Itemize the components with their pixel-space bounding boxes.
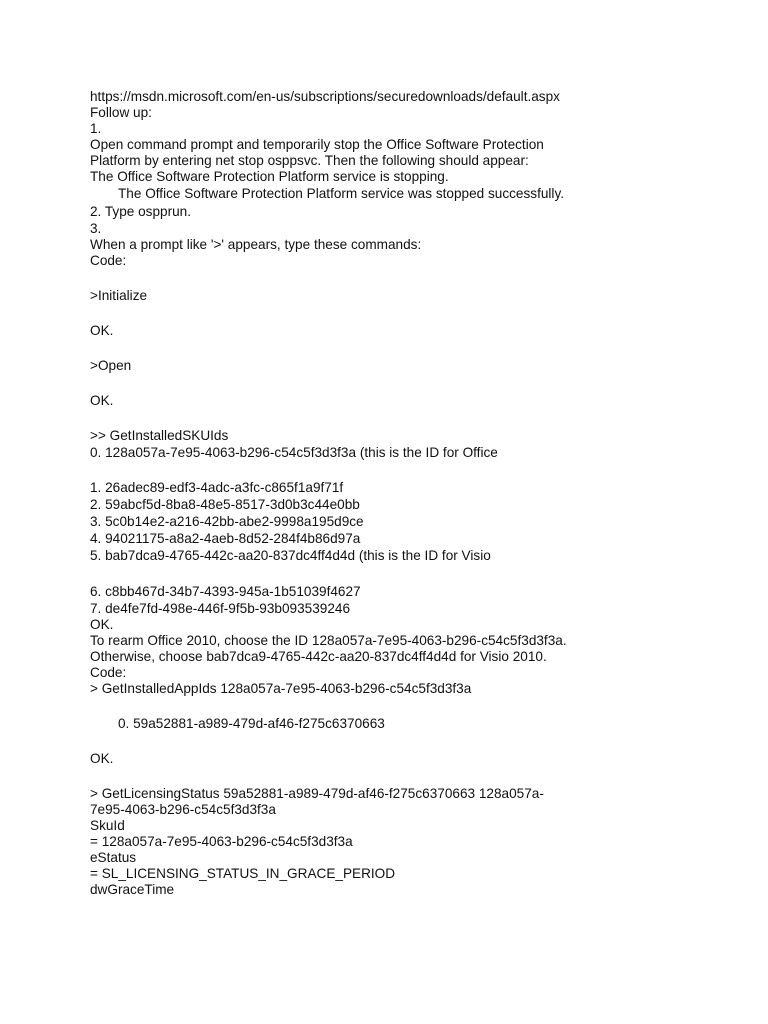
step-3-instruction: When a prompt like '>' appears, type these commands:	[90, 237, 422, 252]
estatus-label: eStatus	[90, 850, 137, 865]
sku-id-1: 1. 26adec89-edf3-4adc-a3fc-c865f1a9f71f	[90, 480, 344, 495]
sku-id-6: 6. c8bb467d-34b7-4393-945a-1b51039f4627	[90, 584, 361, 599]
code-get-installed-sku-ids: >> GetInstalledSKUIds	[90, 428, 229, 443]
step-2-text: 2. Type ospprun.	[90, 204, 192, 219]
step-1-instruction-line-1: Open command prompt and temporarily stop the Office Software Protection	[90, 137, 544, 152]
code-ok-1: OK.	[90, 323, 114, 338]
step-1-instruction-line-2: Platform by entering net stop osppsvc. Then the following should appear:	[90, 153, 529, 168]
sku-id-4: 4. 94021175-a8a2-4aeb-8d52-284f4b86d97a	[90, 531, 361, 546]
code-get-licensing-status-line-2: 7e95-4063-b296-c54c5f3d3f3a	[90, 802, 276, 817]
code-ok-4: OK.	[90, 751, 114, 766]
code-get-installed-app-ids: > GetInstalledAppIds 128a057a-7e95-4063-b296-c54c5f3d3f3a	[90, 681, 472, 696]
estatus-value: = SL_LICENSING_STATUS_IN_GRACE_PERIOD	[90, 866, 396, 881]
follow-up-heading: Follow up:	[90, 105, 152, 120]
service-stopped-text: The Office Software Protection Platform service was stopped successfully.	[118, 186, 565, 201]
sku-id-3: 3. 5c0b14e2-a216-42bb-abe2-9998a195d9ce	[90, 514, 364, 529]
service-stopping-text: The Office Software Protection Platform service is stopping.	[90, 169, 449, 184]
code-label: Code:	[90, 253, 127, 268]
code-get-licensing-status-line-1: > GetLicensingStatus 59a52881-a989-479d-af46-f275c6370663 128a057a-	[90, 786, 544, 801]
code-initialize: >Initialize	[90, 288, 148, 303]
code-ok-3: OK.	[90, 617, 114, 632]
app-id-0: 0. 59a52881-a989-479d-af46-f275c6370663	[118, 716, 385, 731]
skuid-value: = 128a057a-7e95-4063-b296-c54c5f3d3f3a	[90, 834, 353, 849]
code-ok-2: OK.	[90, 393, 114, 408]
skuid-label: SkuId	[90, 818, 125, 833]
sku-id-2: 2. 59abcf5d-8ba8-48e5-8517-3d0b3c44e0bb	[90, 497, 360, 512]
step-1-number: 1.	[90, 121, 102, 136]
dwgracetime-label: dwGraceTime	[90, 882, 175, 897]
sku-id-5: 5. bab7dca9-4765-442c-aa20-837dc4ff4d4d (this is the ID for Visio	[90, 548, 491, 563]
step-3-number: 3.	[90, 221, 102, 236]
sku-id-7: 7. de4fe7fd-498e-446f-9f5b-93b093539246	[90, 601, 351, 616]
rearm-visio-text: Otherwise, choose bab7dca9-4765-442c-aa20-837dc4ff4d4d for Visio 2010.	[90, 649, 547, 664]
rearm-office-text: To rearm Office 2010, choose the ID 128a057a-7e95-4063-b296-c54c5f3d3f3a.	[90, 633, 567, 648]
code-open: >Open	[90, 358, 132, 373]
code-label-2: Code:	[90, 665, 127, 680]
sku-id-0: 0. 128a057a-7e95-4063-b296-c54c5f3d3f3a (this is the ID for Office	[90, 445, 498, 460]
msdn-url-text: https://msdn.microsoft.com/en-us/subscriptions/securedownloads/default.aspx	[90, 89, 560, 104]
